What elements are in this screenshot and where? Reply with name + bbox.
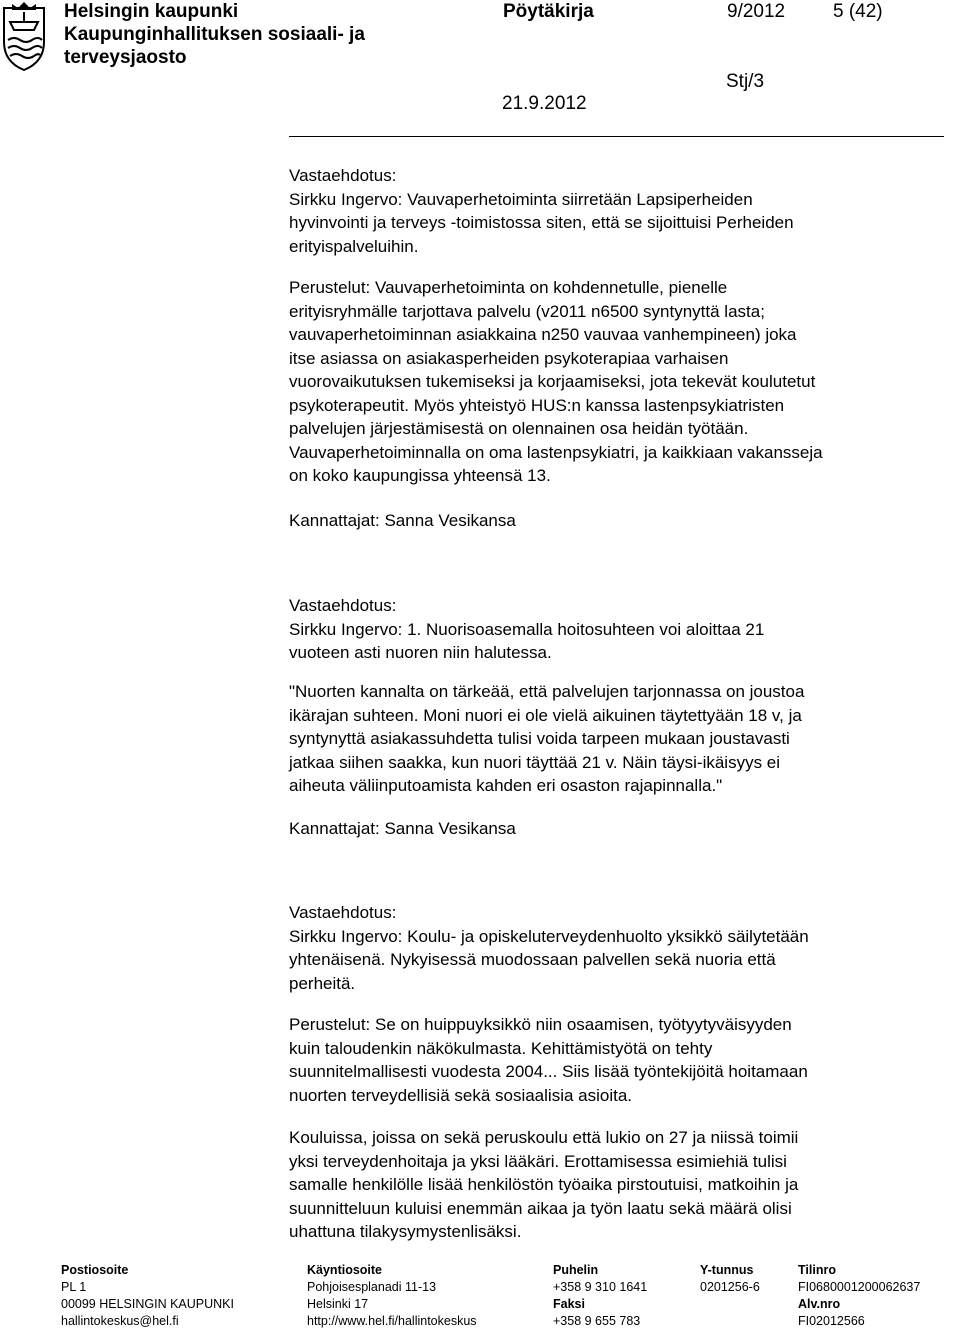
footer-heading: Käyntiosoite — [307, 1263, 383, 1277]
text-line: jatkaa siihen saakka, kun nuori täyttää 21 v. Näin täysi-ikäisyys ei — [289, 752, 781, 772]
text-line: palvelujen järjestämisestä on olennainen osa heidän työtään. — [289, 419, 749, 438]
footer-value: PL 1 — [61, 1280, 87, 1294]
helsinki-coat-of-arms-icon — [0, 0, 48, 74]
text-line: yksi terveydenhoitaja ja yksi lääkäri. Erottamisessa esimiehiä tulisi — [289, 1151, 787, 1171]
text-line: aiheuta väliinputoamista kahden eri osaston rajapinnalla." — [289, 776, 723, 795]
footer-heading: Tilinro — [798, 1263, 836, 1277]
text-line: Perustelut: Vauvaperhetoiminta on kohdennetulle, pienelle — [289, 278, 728, 297]
text-line: Perustelut: Se on huippuyksikkö niin osaamisen, työtyytyväisyyden — [289, 1015, 792, 1034]
text-line: ikärajan suhteen. Moni nuori ei ole vielä aikuinen täytettyään 18 v, ja — [289, 705, 802, 725]
footer-value: +358 9 310 1641 — [553, 1280, 648, 1294]
footer-visiting-address — [307, 1262, 477, 1330]
supporters-2 — [289, 817, 516, 841]
footer-heading: Postiosoite — [61, 1263, 129, 1277]
footer-heading: Faksi — [553, 1297, 585, 1311]
page-number: 5 (42) — [833, 1, 883, 22]
document-type: Pöytäkirja — [503, 1, 594, 22]
text-line: Vastaehdotus: — [289, 903, 397, 922]
text-line: Sirkku Ingervo: 1. Nuorisoasemalla hoitosuhteen voi aloittaa 21 — [289, 619, 765, 639]
footer-value: FI0680001200062637 — [798, 1280, 921, 1294]
justification-3 — [289, 1013, 808, 1107]
text-line: psykoterapeutit. Myös yhteistyö HUS:n kanssa lastenpsykiatristen — [289, 395, 785, 415]
text-line: Kouluissa, joissa on sekä peruskoulu että lukio on 27 ja niissä toimii — [289, 1128, 799, 1147]
text-line: nuorten terveydellisiä sekä sosiaalisia asioita. — [289, 1085, 633, 1105]
meeting-date: 21.9.2012 — [502, 93, 587, 114]
text-line: Sirkku Ingervo: Koulu- ja opiskeluterveydenhuolto yksikkö säilytetään — [289, 926, 809, 946]
text-line: suunnitteluun kuluisi enemmän aikaa ja työn laatu sekä määrä olisi — [289, 1198, 792, 1218]
section-code: Stj/3 — [726, 71, 765, 92]
footer-postal-address — [61, 1262, 234, 1330]
footer-phone — [553, 1262, 647, 1330]
footer-value: FI02012566 — [798, 1314, 865, 1328]
text-line: Sirkku Ingervo: Vauvaperhetoiminta siirretään Lapsiperheiden — [289, 189, 753, 209]
footer-website: http://www.hel.fi/hallintokeskus — [307, 1314, 477, 1328]
footer-value: Helsinki 17 — [307, 1297, 369, 1311]
text-line: erityisryhmälle tarjottava palvelu (v2011 n6500 syntynyttä lasta; — [289, 301, 765, 321]
text-line: on koko kaupungissa yhteensä 13. — [289, 466, 551, 485]
text-line: vuorovaikutuksen tukemiseksi ja korjaamiseksi, jota tekevät koulutetut — [289, 372, 816, 391]
text-line: Vastaehdotus: — [289, 596, 397, 615]
footer-value: Pohjoisesplanadi 11-13 — [307, 1280, 437, 1294]
footer-value: 0201256-6 — [700, 1280, 760, 1294]
text-line: Kannattajat: Sanna Vesikansa — [289, 511, 516, 530]
text-line: vauvaperhetoiminnan asiakkaina n250 vauvaa vanhempineen) joka — [289, 325, 797, 344]
footer-heading: Puhelin — [553, 1263, 599, 1277]
text-line: suunnitelmallisesti vuodesta 2004... Siis lisää työntekijöitä hoitamaan — [289, 1062, 808, 1081]
text-line: kuin taloudenkin näkökulmasta. Kehittämistyötä on tehty — [289, 1038, 713, 1058]
counterproposal-3 — [289, 901, 809, 995]
text-line: yhtenäisenä. Nykyisessä muodossaan palvellen sekä nuoria että — [289, 950, 776, 969]
text-line: erityispalveluihin. — [289, 236, 419, 256]
document-number: 9/2012 — [727, 1, 786, 22]
text-line: "Nuorten kannalta on tärkeää, että palvelujen tarjonnassa on joustoa — [289, 682, 805, 701]
organization-department-cont: terveysjaosto — [64, 47, 187, 68]
schools-paragraph — [289, 1126, 798, 1244]
counterproposal-2 — [289, 594, 764, 665]
text-line: uhattuna tilakysymystenlisäksi. — [289, 1222, 522, 1241]
text-line: itse asiassa on asiakasperheiden psykoterapiaa varhaisen — [289, 348, 729, 368]
footer-value: +358 9 655 783 — [553, 1314, 641, 1328]
quote-2 — [289, 680, 804, 798]
text-line: Vauvaperhetoiminnalla on oma lastenpsykiatri, ja kaikkiaan vakansseja — [289, 442, 823, 462]
footer-email: hallintokeskus@hel.fi — [61, 1314, 179, 1328]
justification-1 — [289, 276, 823, 488]
text-line: hyvinvointi ja terveys -toimistossa siten, että se sijoittuisi Perheiden — [289, 213, 794, 232]
footer-business-id — [700, 1262, 760, 1296]
text-line: syntynyttä asiakassuhdetta tulisi voida tarpeen mukaan joustavasti — [289, 729, 790, 748]
footer-heading: Alv.nro — [798, 1297, 841, 1311]
supporters-1 — [289, 509, 516, 533]
header-divider — [289, 136, 944, 137]
footer-value: 00099 HELSINGIN KAUPUNKI — [61, 1297, 234, 1311]
footer-account — [798, 1262, 920, 1330]
text-line: Vastaehdotus: — [289, 166, 397, 185]
counterproposal-1 — [289, 164, 794, 258]
organization-name: Helsingin kaupunki — [64, 1, 239, 22]
text-line: vuoteen asti nuoren niin halutessa. — [289, 643, 552, 662]
footer-heading: Y-tunnus — [700, 1263, 754, 1277]
text-line: Kannattajat: Sanna Vesikansa — [289, 819, 516, 838]
organization-department: Kaupunginhallituksen sosiaali- ja — [64, 24, 365, 45]
text-line: samalle henkilölle lisää henkilöstön työaika pirstoutuisi, matkoihin ja — [289, 1175, 799, 1194]
text-line: perheitä. — [289, 973, 356, 993]
